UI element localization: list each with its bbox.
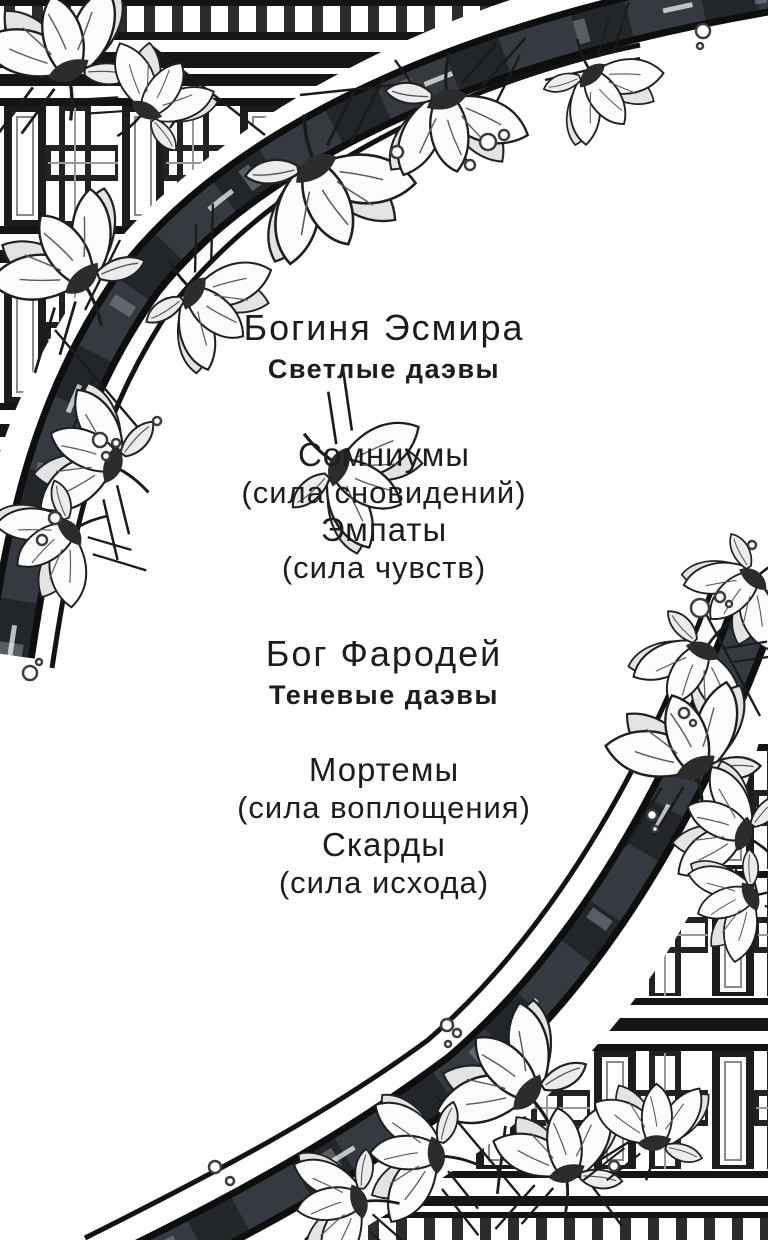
class-power-exodus: (сила исхода): [278, 865, 490, 900]
class-name-somniums: Сомниумы: [297, 436, 471, 473]
deity-name-farodey: Бог Фародей: [265, 633, 503, 674]
class-power-dreams: (сила сновидений): [241, 475, 527, 510]
group-light-daevas: Светлые даэвы: [267, 354, 501, 384]
class-power-embodiment: (сила воплощения): [237, 790, 531, 825]
class-name-mortems: Мортемы: [308, 751, 460, 788]
group-shadow-daevas: Теневые даэвы: [269, 680, 499, 710]
class-name-empaths: Эмпаты: [320, 511, 448, 548]
class-name-skards: Скарды: [322, 826, 446, 863]
deity-name-esmira: Богиня Эсмира: [243, 307, 525, 348]
class-power-feelings: (сила чувств): [281, 550, 487, 585]
